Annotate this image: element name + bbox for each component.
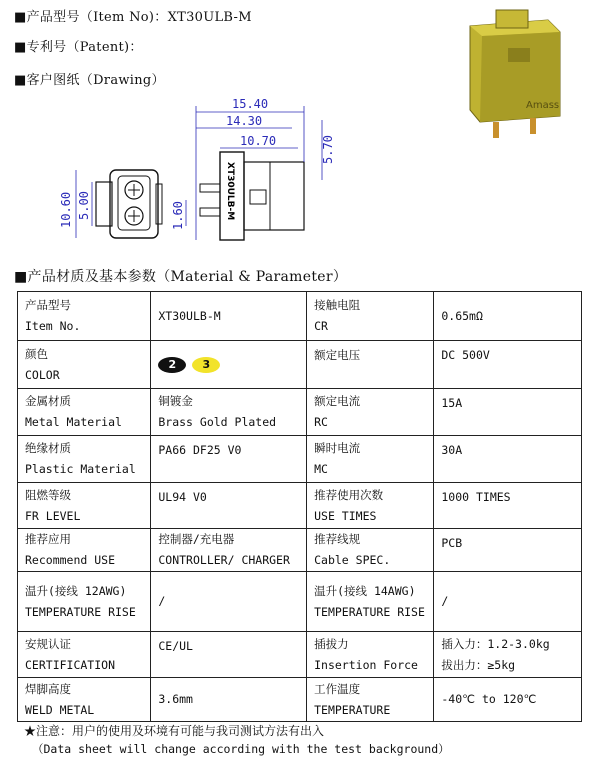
drawing-header: ■客户图纸（Drawing） — [14, 73, 165, 88]
label-cn: 金属材质 — [25, 394, 71, 408]
label-en: TEMPERATURE — [314, 702, 391, 717]
value: 15A — [441, 396, 463, 410]
value: 30A — [441, 443, 463, 457]
dim-15-40: 15.40 — [232, 97, 269, 111]
label-cn: 绝缘材质 — [25, 441, 71, 455]
table-row — [18, 292, 582, 341]
value-en: Brass Gold Plated — [158, 415, 277, 429]
value: PA66 DF25 V0 — [158, 443, 242, 457]
dim-14-30: 14.30 — [226, 114, 263, 128]
item-no-header: ■产品型号（Item No)：XT30ULB-M — [14, 10, 252, 25]
label-cn: 推荐使用次数 — [314, 487, 384, 502]
label-cn: 阻燃等级 — [25, 487, 71, 502]
label-cn: 工作温度 — [314, 681, 361, 696]
label-en: Metal Material — [25, 415, 122, 429]
dim-10-60: 10.60 — [59, 191, 73, 228]
value: / — [441, 594, 449, 608]
table-row — [18, 341, 582, 389]
value: 插入力：1.2-3.0kg — [441, 636, 550, 651]
label-cn: 温升(接线 12AWG) — [25, 583, 127, 598]
label-cn: 插拔力 — [314, 636, 349, 651]
label-en: MC — [314, 462, 328, 476]
note-cn: ★注意：用户的使用及环境有可能与我司测试方法有出入 — [24, 724, 325, 738]
label-en: Recommend USE — [25, 553, 116, 567]
value: / — [158, 594, 166, 608]
label-cn: 温升(接线 14AWG) — [314, 583, 416, 598]
table-row — [18, 436, 582, 483]
label-en: COLOR — [25, 367, 60, 382]
label-en: TEMPERATURE RISE — [25, 604, 136, 619]
color-badge-yellow: 3 — [192, 357, 220, 373]
value: XT30ULB-M — [158, 308, 221, 323]
value: 铜镀金 — [158, 394, 193, 408]
value: 拔出力：≥5kg — [441, 657, 516, 672]
label-cn: 安规认证 — [25, 636, 71, 651]
label-en: WELD METAL — [25, 702, 95, 717]
table-row — [18, 632, 582, 678]
value: CE/UL — [158, 639, 193, 653]
label-en: Cable SPEC. — [314, 553, 391, 567]
value-en: CONTROLLER/ CHARGER — [158, 553, 290, 567]
label-cn: 额定电压 — [314, 348, 361, 362]
table-row — [18, 483, 582, 529]
label-en: RC — [314, 415, 328, 429]
value: DC 500V — [441, 348, 490, 362]
table-row — [18, 572, 582, 632]
value: 0.65mΩ — [441, 308, 483, 323]
label-cn: 接触电阻 — [314, 298, 361, 312]
label-cn: 焊脚高度 — [25, 681, 71, 696]
table-row — [18, 389, 582, 436]
value: 3.6mm — [158, 692, 193, 706]
label-cn: 额定电流 — [314, 394, 361, 408]
label-cn: 颜色 — [25, 346, 48, 361]
label-en: Plastic Material — [25, 462, 136, 476]
table-row — [18, 678, 582, 722]
label-en: Item No. — [25, 319, 81, 333]
note-en: （Data sheet will change according with the test background） — [32, 742, 450, 756]
dim-10-70: 10.70 — [240, 134, 277, 148]
value: 控制器/充电器 — [158, 532, 235, 546]
patent-header: ■专利号（Patent)： — [14, 40, 143, 55]
label-en: CR — [314, 319, 328, 333]
dim-5-00: 5.00 — [77, 191, 91, 220]
color-badge-black: 2 — [158, 357, 186, 373]
dim-5-70: 5.70 — [321, 135, 335, 164]
value: PCB — [441, 536, 463, 550]
label-en: CERTIFICATION — [25, 657, 116, 672]
label-cn: 产品型号 — [25, 298, 71, 312]
dim-1-60: 1.60 — [171, 201, 185, 230]
label-cn: 瞬时电流 — [314, 441, 361, 455]
label-cn: 推荐应用 — [25, 532, 71, 546]
value: 1000 TIMES — [441, 490, 511, 504]
value: -40℃ to 120℃ — [441, 692, 537, 706]
side-view — [200, 152, 304, 240]
label-en: FR LEVEL — [25, 508, 81, 523]
label-en: Insertion Force — [314, 657, 418, 672]
product-photo — [448, 4, 588, 144]
table-row — [18, 529, 582, 572]
label-en: TEMPERATURE RISE — [314, 604, 425, 619]
label-en: USE TIMES — [314, 508, 377, 523]
brand-text: Amass — [526, 100, 560, 111]
label-cn: 推荐线规 — [314, 532, 361, 546]
value: UL94 V0 — [158, 490, 207, 504]
spec-table — [17, 291, 582, 722]
technical-drawing — [40, 90, 360, 260]
material-header: ■产品材质及基本参数（Material & Parameter） — [14, 269, 348, 285]
side-label: XT30ULB-M — [225, 162, 235, 221]
front-view — [96, 170, 162, 238]
